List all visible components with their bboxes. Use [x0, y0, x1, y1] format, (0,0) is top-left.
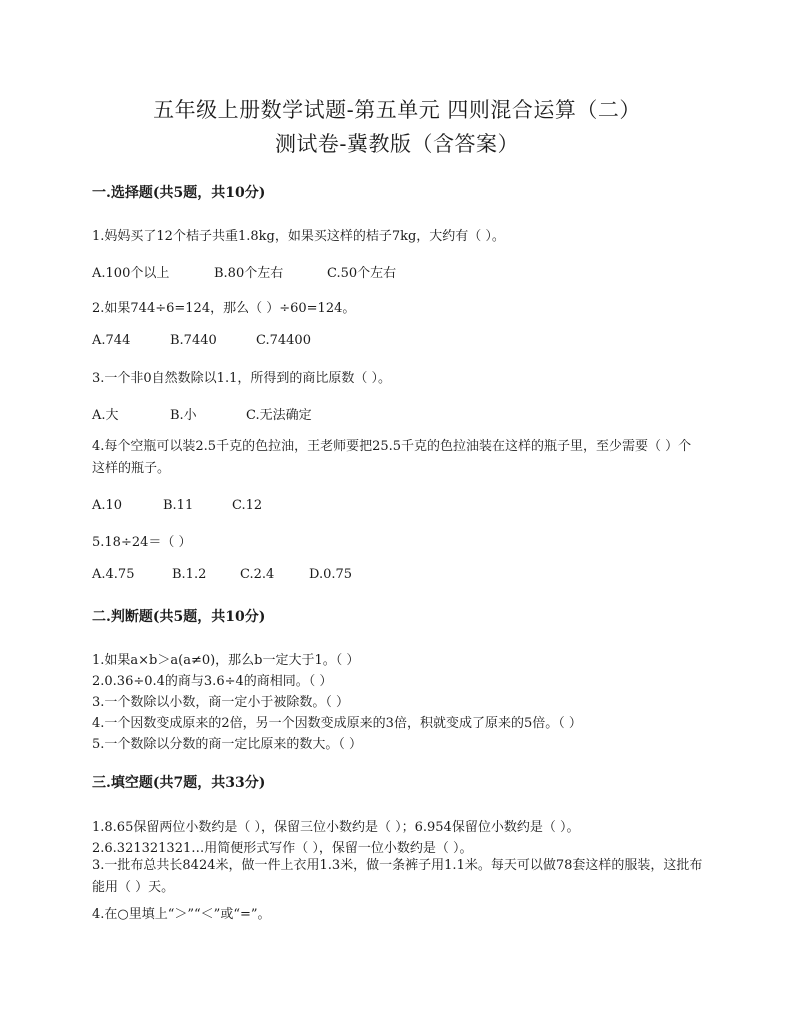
fill-item-1: 1.8.65保留两位小数约是（ ），保留三位小数约是（ ）；6.954保留位小数约是（ ）。: [92, 820, 580, 835]
option-a: A.10: [92, 498, 123, 513]
option-d: D.0.75: [309, 567, 353, 582]
option-c: C.50个左右: [327, 266, 397, 281]
question-1-2: 2.如果744÷6=124，那么（ ）÷60=124。: [92, 301, 356, 316]
option-b: B.7440: [170, 333, 217, 348]
option-b: B.1.2: [172, 567, 207, 582]
option-a: A.大: [92, 408, 119, 423]
option-c: C.无法确定: [246, 408, 312, 423]
section-heading-fill-in: 三.填空题(共7题，共33分): [92, 775, 266, 791]
option-b: B.80个左右: [214, 266, 284, 281]
judgement-item-2: 2.0.36÷0.4的商与3.6÷4的商相同。（ ）: [92, 674, 333, 689]
fill-item-2: 2.6.321321321…用简便形式写作（ ），保留一位小数约是（ ）。: [92, 841, 473, 856]
option-c: C.12: [232, 498, 263, 513]
question-1-1: 1.妈妈买了12个桔子共重1.8kg，如果买这样的桔子7kg，大约有（ ）。: [92, 229, 505, 244]
page-title-line-1: 五年级上册数学试题-第五单元 四则混合运算（二）: [153, 98, 641, 122]
page-title-line-2: 测试卷-冀教版（含答案）: [274, 132, 520, 156]
option-b: B.小: [170, 408, 197, 423]
option-a: A.744: [92, 333, 131, 348]
option-c: C.74400: [256, 333, 311, 348]
judgement-item-3: 3.一个数除以小数，商一定小于被除数。（ ）: [92, 695, 350, 710]
option-c: C.2.4: [240, 567, 275, 582]
fill-item-4: 4.在○里填上“＞”“＜”或“=”。: [92, 907, 271, 922]
section-heading-choice: 一.选择题(共5题，共10分): [92, 185, 266, 201]
judgement-item-4: 4.一个因数变成原来的2倍，另一个因数变成原来的3倍，积就变成了原来的5倍。（ ）: [92, 716, 582, 731]
option-a: A.4.75: [92, 567, 135, 582]
judgement-item-5: 5.一个数除以分数的商一定比原来的数大。（ ）: [92, 737, 363, 752]
judgement-item-1: 1.如果a×b＞a(a≠0)，那么b一定大于1。（ ）: [92, 653, 360, 668]
question-1-5: 5.18÷24＝（ ）: [92, 535, 192, 550]
option-a: A.100个以上: [92, 266, 170, 281]
option-b: B.11: [163, 498, 194, 513]
question-1-4: 4.每个空瓶可以装2.5千克的色拉油，王老师要把25.5千克的色拉油装在这样的瓶子里，至少需要（ ）个这样的瓶子。: [92, 439, 692, 476]
section-heading-judgement: 二.判断题(共5题，共10分): [92, 609, 266, 625]
question-1-3: 3.一个非0自然数除以1.1，所得到的商比原数（ ）。: [92, 371, 391, 386]
fill-item-3: 3.一批布总共长8424米，做一件上衣用1.3米，做一条裤子用1.1米。每天可以做78套这样的服装，这批布能用（ ）天。: [92, 858, 703, 895]
